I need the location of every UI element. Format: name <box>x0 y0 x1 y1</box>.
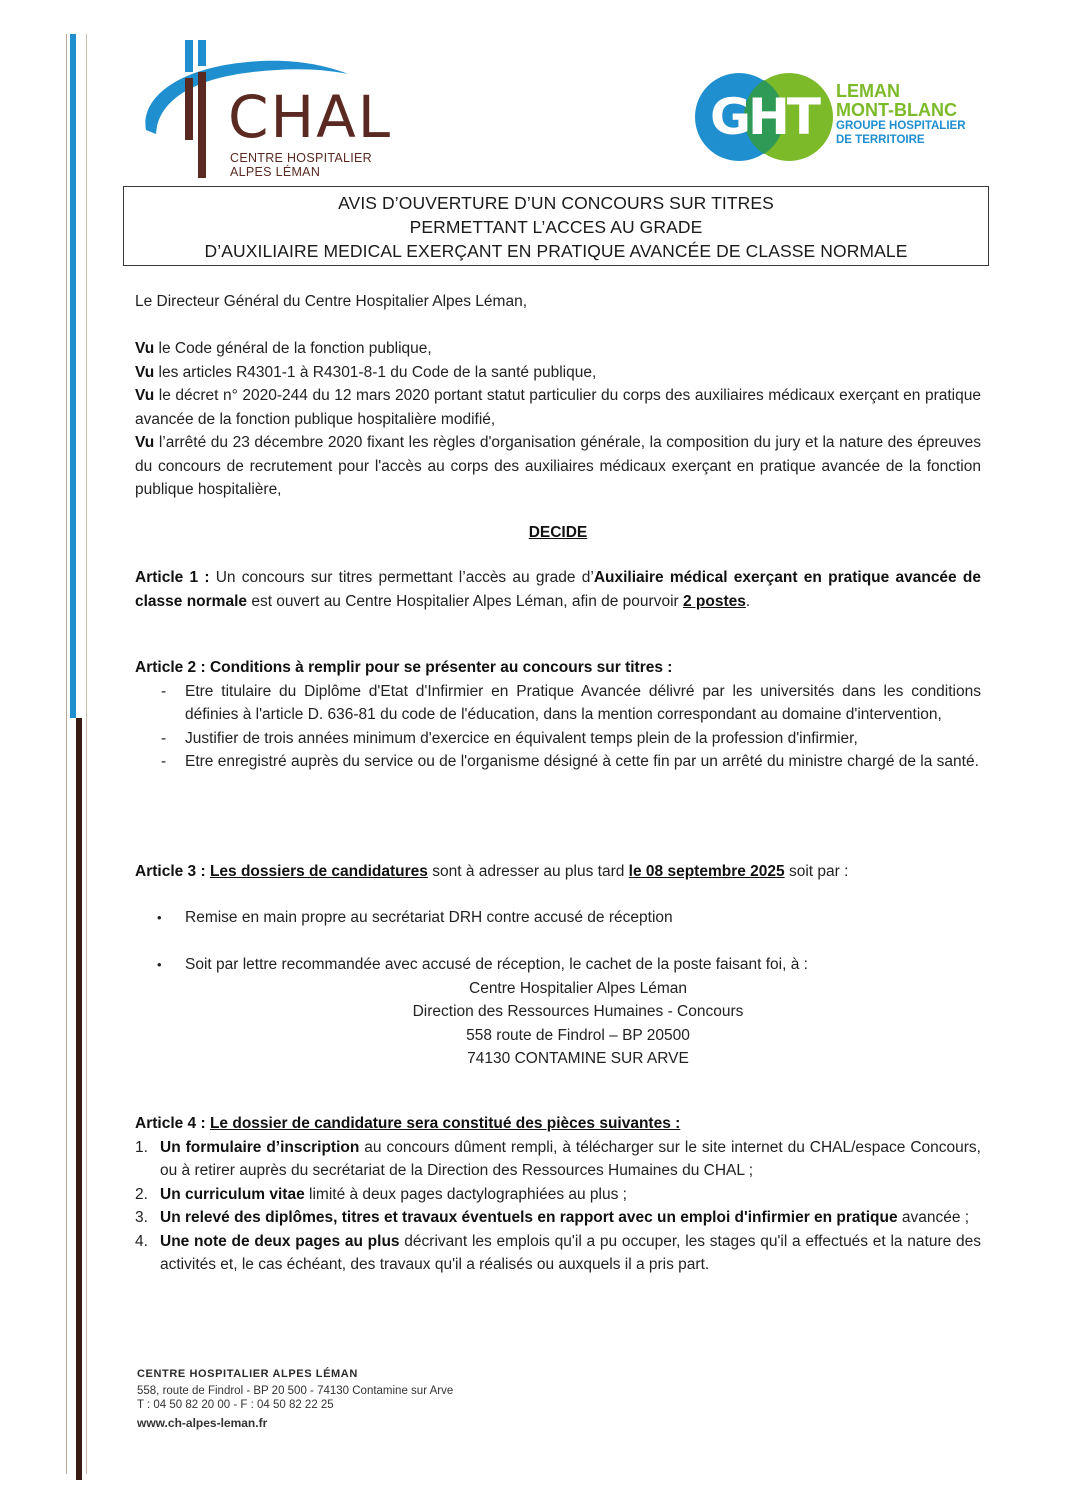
article-3-text <box>135 860 981 884</box>
document-name: Une note de deux pages au plus <box>160 1232 400 1250</box>
vu-text: le Code général de la fonction publique, <box>154 340 432 357</box>
item-number: 2. <box>135 1185 148 1203</box>
article-1-text3: . <box>745 592 751 610</box>
document-description: au concours dûment rempli, à télécharger sur le site internet du CHAL/espace Concours, ou à retirer auprès du secrétariat de la Direction des Ressources Humaines du CHAL ; <box>160 1138 981 1179</box>
chal-subtitle <box>230 151 372 179</box>
article-1-grade: Auxiliaire médical exerçant en pratique avancée de classe normale <box>135 569 981 610</box>
title-line-1: AVIS D’OUVERTURE D’UN CONCOURS SUR TITRES <box>338 193 774 213</box>
article-4 <box>135 1112 981 1277</box>
condition-item <box>135 750 981 774</box>
bullet-marker: • <box>157 957 162 972</box>
document-description: limité à deux pages dactylographiées au plus ; <box>304 1185 627 1203</box>
svg-text:GHT: GHT <box>710 88 818 146</box>
delivery-methods <box>135 906 981 930</box>
footer-address: 558, route de Findrol - BP 20 500 - 74130 Contamine sur Arve <box>137 1385 454 1397</box>
article-3-deadline: le 08 septembre 2025 <box>628 863 785 880</box>
document-name: Un relevé des diplômes, titres et travaux éventuels en rapport avec un emploi d'infirmier en pratique <box>160 1209 898 1226</box>
article-3-label: Article 3 : <box>135 863 206 880</box>
document-description: décrivant les emplois qu'il a pu occuper, les stages qu'il a effectués et la nature des activités et, le cas échéant, des travaux qu'il a réalisés ou auxquels il a pris part. <box>160 1232 981 1273</box>
vu-label: Vu <box>135 363 155 381</box>
article-1-posts: 2 postes <box>682 592 746 610</box>
vu-item <box>135 337 981 361</box>
ght-logo-text <box>836 82 966 146</box>
ght-line4: DE TERRITOIRE <box>836 133 925 146</box>
dash-marker: - <box>161 729 167 747</box>
vu-list <box>135 337 981 502</box>
vu-text: l’arrêté du 23 décembre 2020 fixant les règles d'organisation générale, la composition du jury et la nature des épreuves du concours de recrutement pour l'accès au corps des auxiliaires médicaux exerçant en pratique avancée de la fonction publique hospitalière, <box>135 434 981 498</box>
document-item <box>135 1136 981 1183</box>
vu-text: le décret n° 2020-244 du 12 mars 2020 portant statut particulier du corps des auxiliaires médicaux exerçant en pratique avancée de la fonction publique hospitalière modifié, <box>135 387 981 428</box>
condition-item <box>135 680 981 727</box>
document-name: Un curriculum vitae <box>160 1185 305 1203</box>
vu-item <box>135 384 981 431</box>
ght-logo-mark-icon <box>694 72 834 162</box>
chal-subtitle-line2: ALPES LÉMAN <box>230 165 321 179</box>
article-3 <box>135 860 981 884</box>
article-1-text2: est ouvert au Centre Hospitalier Alpes Léman, afin de pourvoir <box>247 592 683 610</box>
address-line: Centre Hospitalier Alpes Léman <box>469 979 687 997</box>
document-item <box>135 1183 981 1207</box>
article-3-method-2 <box>135 953 981 1071</box>
article-2-heading: Article 2 : Conditions à remplir pour se présenter au concours sur titres : <box>135 659 673 676</box>
title-line-2: PERMETTANT L’ACCES AU GRADE <box>409 217 703 237</box>
preamble <box>135 290 981 314</box>
vu-text: les articles R4301-1 à R4301-8-1 du Code de la santé publique, <box>154 363 597 381</box>
article-1-label: Article 1 : <box>135 569 210 586</box>
delivery-method-text: Soit par lettre recommandée avec accusé de réception, le cachet de la poste faisant foi, à : <box>185 956 808 973</box>
document-description: avancée ; <box>897 1209 970 1226</box>
item-number: 1. <box>135 1138 148 1156</box>
mailing-address <box>135 977 981 1071</box>
document-item <box>135 1206 981 1230</box>
article-2 <box>135 656 981 774</box>
left-margin-bar-brown <box>76 718 82 1480</box>
left-margin-rule <box>66 34 67 1474</box>
decide-heading: DECIDE <box>528 524 588 541</box>
delivery-method-text: Remise en main propre au secrétariat DRH contre accusé de réception <box>185 909 673 926</box>
article-1 <box>135 566 981 613</box>
footer-website-link[interactable]: www.ch-alpes-leman.fr <box>137 1416 268 1430</box>
left-margin-rule-inner <box>86 34 87 1474</box>
article-3-dossiers: Les dossiers de candidatures <box>209 863 428 880</box>
article-1-text <box>135 566 981 613</box>
vu-label: Vu <box>135 387 155 404</box>
condition-text: Justifier de trois années minimum d'exercice en équivalent temps plein de la profession d'infirmier, <box>185 729 858 747</box>
address-line: 74130 CONTAMINE SUR ARVE <box>467 1050 689 1067</box>
vu-label: Vu <box>135 340 155 357</box>
condition-item <box>135 727 981 751</box>
title-line-3: D’AUXILIAIRE MEDICAL EXERÇANT EN PRATIQUE AVANCÉE DE CLASSE NORMALE <box>204 241 908 261</box>
ght-logo <box>694 72 994 162</box>
ght-line2: MONT-BLANC <box>836 100 957 120</box>
chal-acronym: CHAL <box>228 83 393 151</box>
document-name: Un formulaire d’inscription <box>160 1138 360 1156</box>
article-3-text1: sont à adresser au plus tard <box>427 863 629 880</box>
footer-phone: T : 04 50 82 20 00 - F : 04 50 82 22 25 <box>137 1399 334 1411</box>
required-documents <box>135 1136 981 1277</box>
vu-label: Vu <box>135 434 155 451</box>
ght-line1: LEMAN <box>836 81 900 101</box>
delivery-method-item <box>135 953 981 977</box>
article-1-text1: Un concours sur titres permettant l’accès au grade d’ <box>209 569 594 586</box>
vu-item <box>135 361 981 385</box>
address-line: 558 route de Findrol – BP 20500 <box>466 1026 690 1044</box>
delivery-methods <box>135 953 981 977</box>
article-2-conditions <box>135 680 981 774</box>
chal-logo <box>138 38 393 180</box>
item-number: 3. <box>135 1209 148 1226</box>
article-4-heading: Le dossier de candidature sera constitué des pièces suivantes : <box>209 1115 681 1132</box>
dash-marker: - <box>161 682 167 700</box>
document-title-box <box>123 186 989 266</box>
item-number: 4. <box>135 1232 148 1250</box>
article-3-method-1 <box>135 906 981 930</box>
footer-org: CENTRE HOSPITALIER ALPES LÉMAN <box>137 1368 358 1380</box>
delivery-method-item <box>135 906 981 930</box>
left-margin-bar-blue <box>70 34 76 718</box>
document-item <box>135 1230 981 1277</box>
footer <box>137 1367 453 1430</box>
article-4-label: Article 4 : <box>135 1115 206 1132</box>
vu-item <box>135 431 981 502</box>
ght-line3: GROUPE HOSPITALIER <box>836 120 966 132</box>
condition-text: Etre enregistré auprès du service ou de l'organisme désigné à cette fin par un arrêté du ministre chargé de la santé. <box>185 753 979 770</box>
preamble-intro: Le Directeur Général du Centre Hospitalier Alpes Léman, <box>135 293 528 310</box>
condition-text: Etre titulaire du Diplôme d'Etat d'Infirmier en Pratique Avancée délivré par les universités dans les conditions définies à l'article D. 636-81 du code de l'éducation, dans la mention correspondant au domaine d'intervention, <box>185 682 981 723</box>
dash-marker: - <box>161 753 167 770</box>
decide-heading-wrap <box>135 521 981 545</box>
article-3-text2: soit par : <box>784 863 849 880</box>
chal-subtitle-line1: CENTRE HOSPITALIER <box>230 151 372 165</box>
address-line: Direction des Ressources Humaines - Concours <box>412 1003 744 1020</box>
bullet-marker: • <box>157 910 162 925</box>
article-2-heading-wrap <box>135 656 981 680</box>
article-4-heading-wrap <box>135 1112 981 1136</box>
